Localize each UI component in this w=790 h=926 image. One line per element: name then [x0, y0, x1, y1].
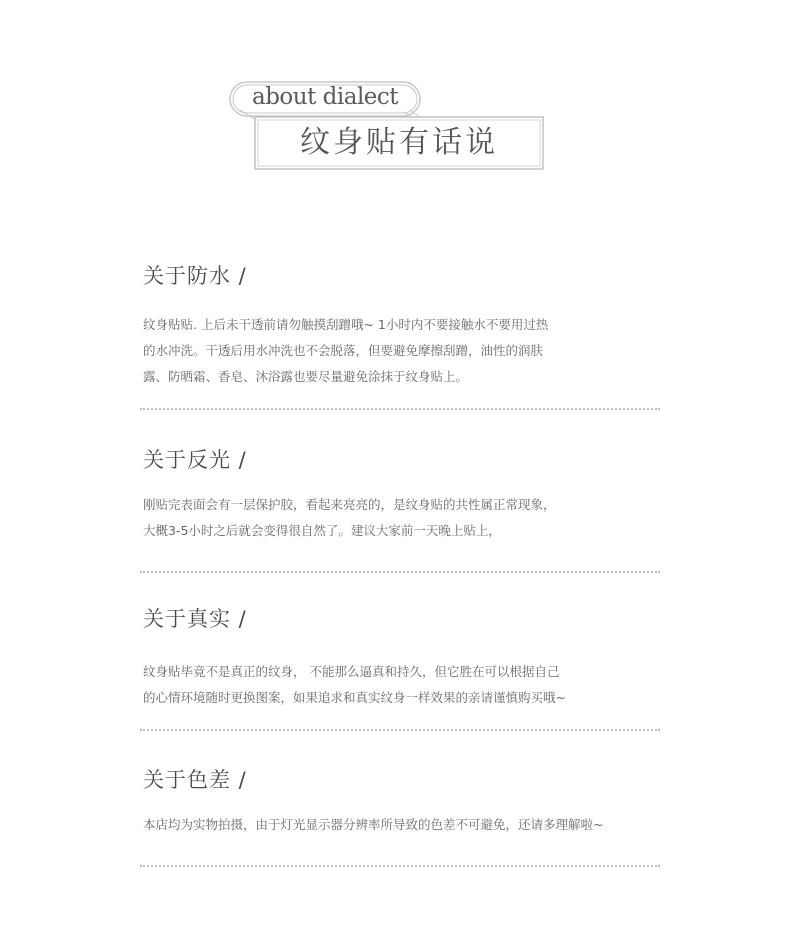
section-title: 关于反光 /	[143, 448, 247, 472]
section-title: 关于真实 /	[143, 607, 247, 631]
body-line: 纹身贴毕竟不是真正的纹身， 不能那么逼真和持久，但它胜在可以根据自己	[143, 664, 560, 679]
body-line: 的心情环境随时更换图案，如果追求和真实纹身一样效果的亲请谨慎购买哦~	[143, 690, 566, 705]
body-line: 刚贴完表面会有一层保护胶，看起来亮亮的，是纹身贴的共性属正常现象，	[143, 497, 556, 512]
body-line: 的水冲洗。干透后用水冲洗也不会脱落，但要避免摩擦刮蹭，油性的润肤	[143, 343, 544, 358]
section-waterproof	[143, 260, 663, 384]
section-color-difference	[143, 764, 663, 832]
body-line: 本店均为实物拍摄，由于灯光显示器分辨率所导致的色差不可避免，还请多理解啦~	[143, 817, 604, 832]
dotted-divider	[140, 571, 660, 573]
section-body	[143, 812, 663, 838]
section-body	[143, 492, 663, 544]
section-realism	[143, 603, 663, 705]
section-body	[143, 659, 663, 711]
dotted-divider	[140, 729, 660, 731]
section-body	[143, 312, 663, 390]
page-title: 纹身贴有话说	[300, 125, 498, 160]
body-line: 大概3-5小时之后就会变得很自然了。建议大家前一天晚上贴上，	[143, 523, 501, 538]
section-title: 关于色差 /	[143, 768, 247, 792]
section-reflection	[143, 444, 663, 538]
dotted-divider	[140, 865, 660, 867]
body-line: 露、防晒霜、香皂、沐浴露也要尽量避免涂抹于纹身贴上。	[143, 369, 469, 384]
section-title: 关于防水 /	[143, 264, 247, 288]
body-line: 纹身贴贴. 上后未干透前请勿触摸刮蹭哦~ 1小时内不要接触水不要用过热	[143, 317, 549, 332]
about-dialect-label: about dialect	[252, 84, 399, 110]
header-graphic	[0, 0, 790, 200]
dotted-divider	[140, 408, 660, 410]
